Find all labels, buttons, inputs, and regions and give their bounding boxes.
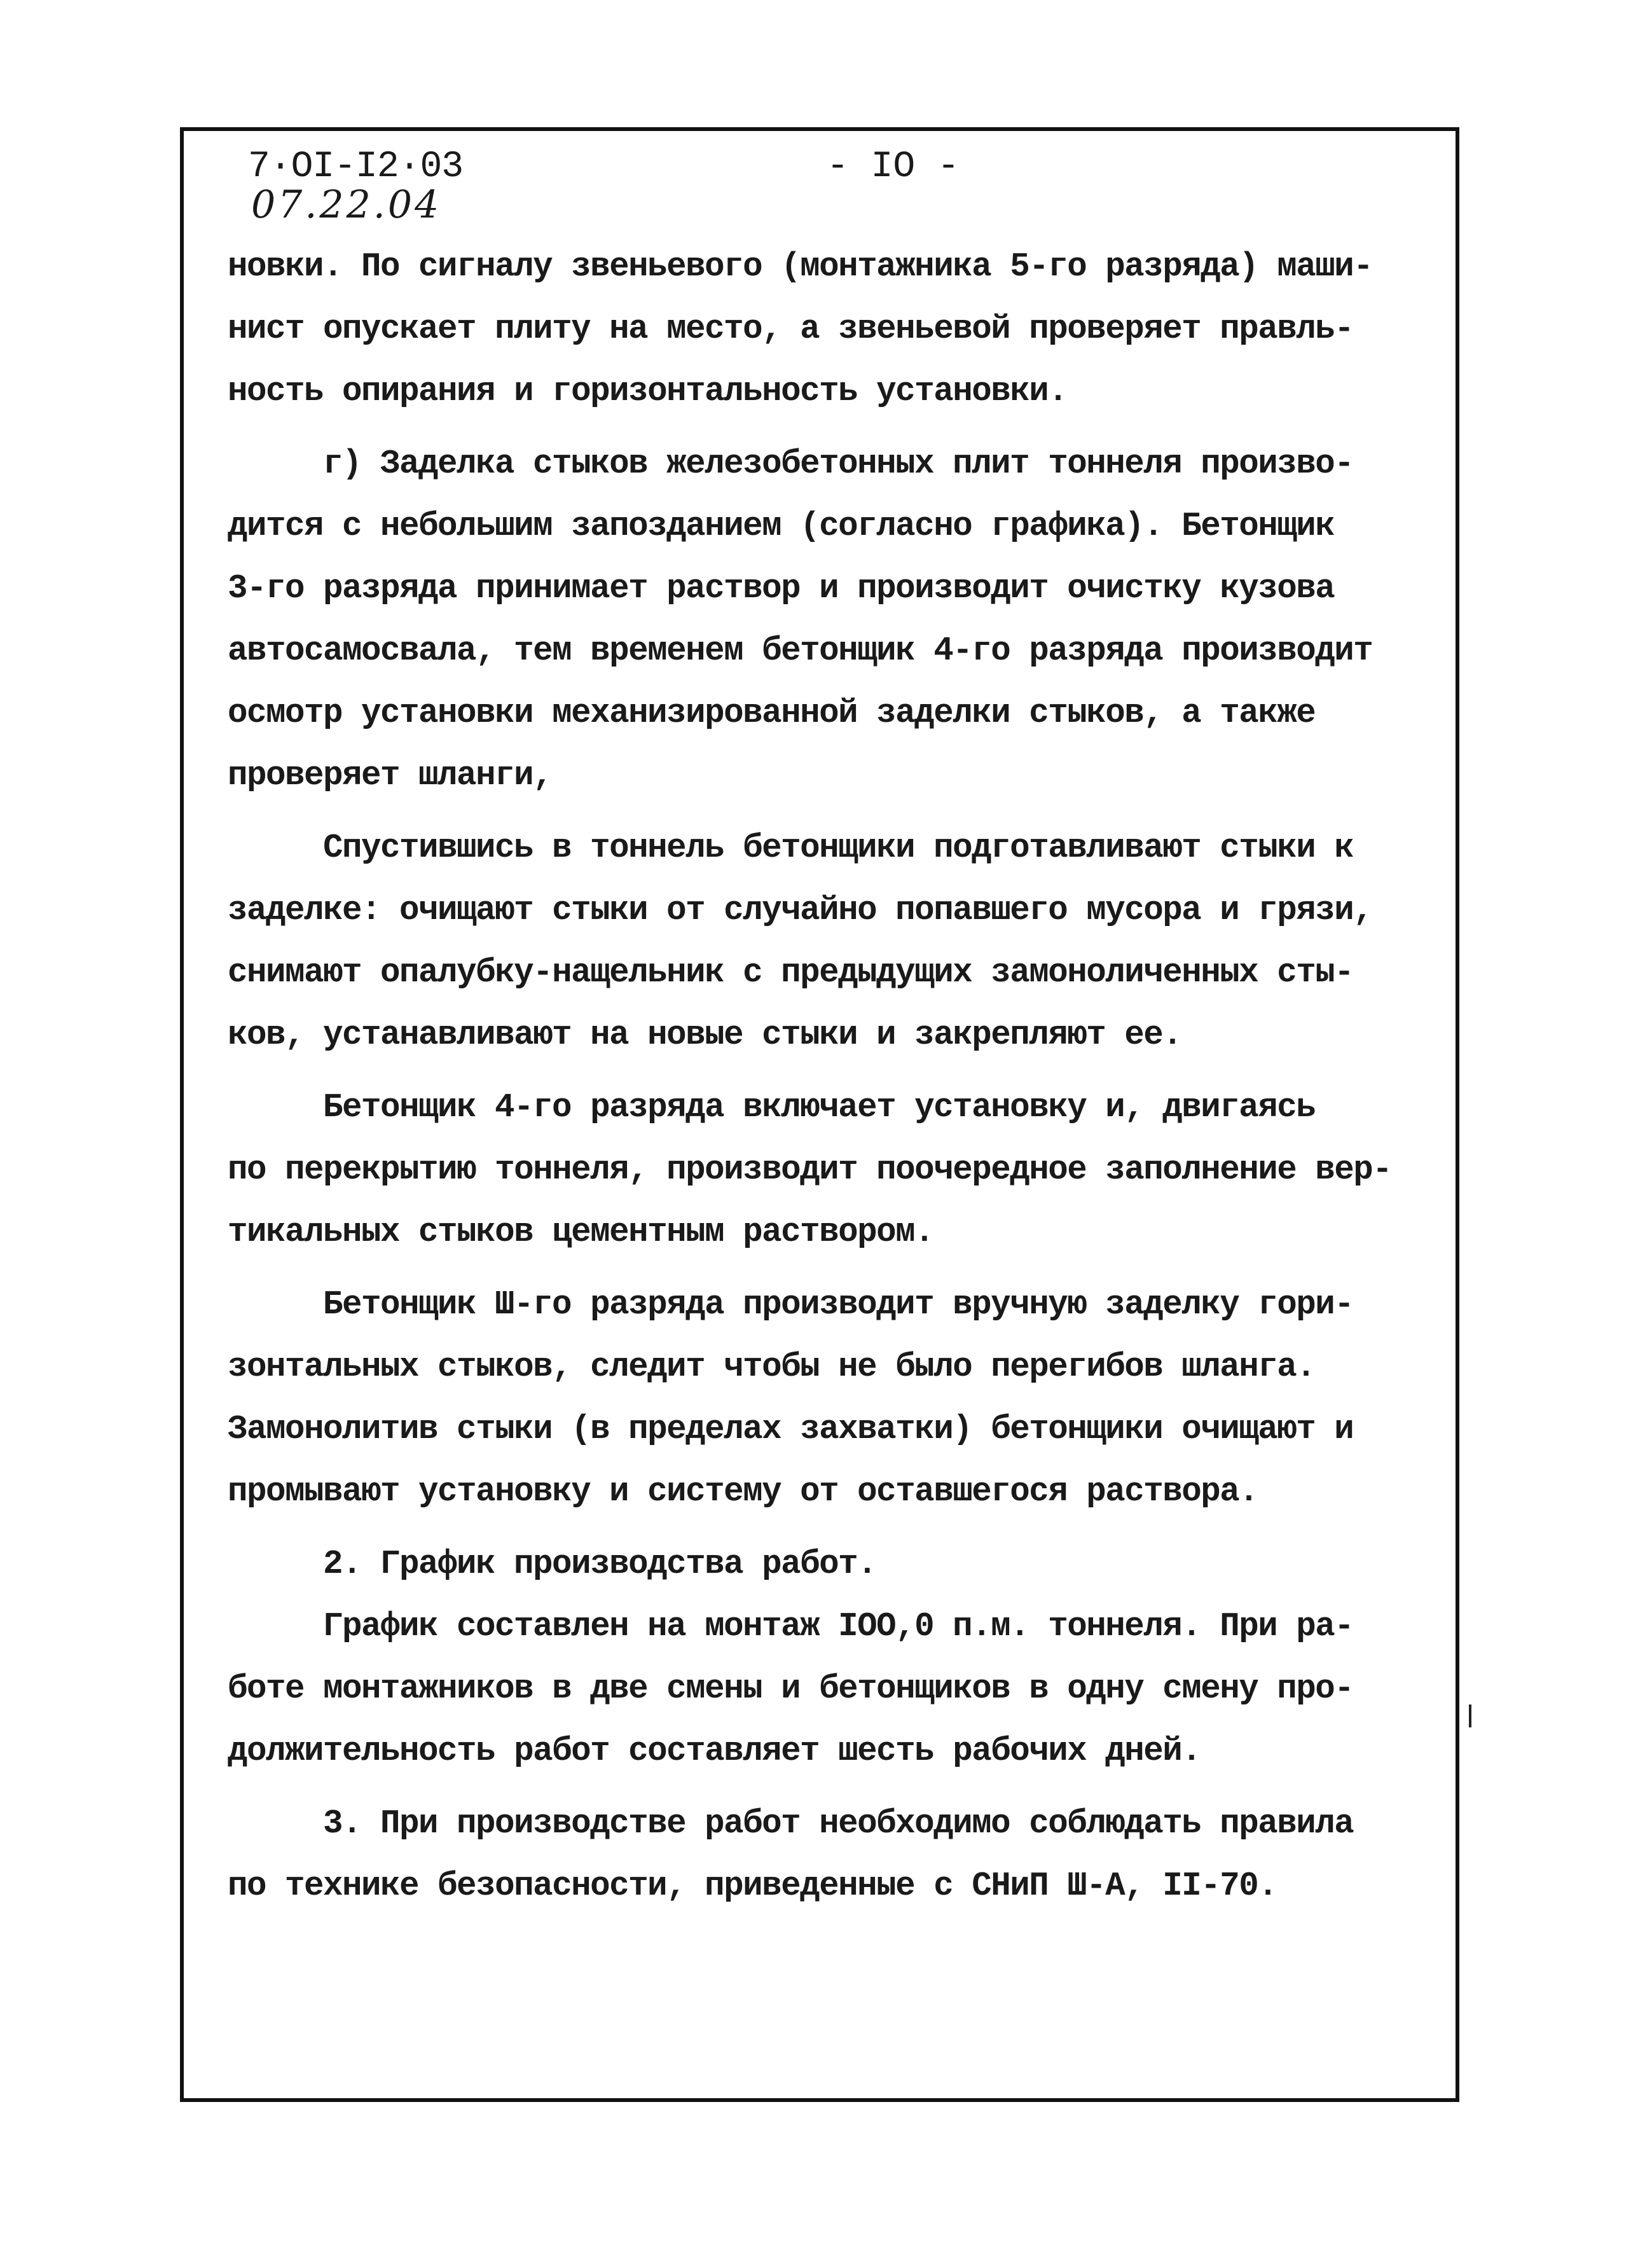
text-line: График составлен на монтаж IOO,0 п.м. тоннеля. При ра- [323, 1607, 1354, 1645]
scan-artifact-mark [1469, 1704, 1471, 1727]
document-code: 7·OI-I2·03 [248, 146, 464, 188]
text-line: снимают опалубку-нащельник с предыдущих замоноличенных сты- [228, 953, 1354, 992]
text-line: г) Заделка стыков железобетонных плит тоннеля произво- [323, 445, 1354, 483]
text-line: Бетонщик Ш-го разряда производит вручную заделку гори- [323, 1285, 1354, 1324]
text-line: по перекрытию тоннеля, производит поочередное заполнение вер- [228, 1151, 1392, 1189]
text-line: ность опирания и горизонтальность установки. [228, 372, 1068, 410]
text-line: тикальных стыков цементным раствором. [228, 1213, 934, 1251]
text-line: проверяет шланги, [228, 756, 553, 794]
text-line: ков, устанавливают на новые стыки и закрепляют ее. [228, 1016, 1182, 1054]
page-number: - IO - [827, 146, 960, 188]
text-line: Бетонщик 4-го разряда включает установку и, двигаясь [323, 1088, 1316, 1126]
document-body [228, 235, 1423, 1917]
text-line: 3-го разряда принимает раствор и производит очистку кузова [228, 569, 1335, 607]
text-line: Замонолитив стыки (в пределах захватки) бетонщики очищают и [228, 1410, 1354, 1448]
text-line: автосамосвала, тем временем бетонщик 4-го разряда производит [228, 632, 1373, 670]
text-line: должительность работ составляет шесть рабочих дней. [228, 1732, 1201, 1770]
text-line: зонтальных стыков, следит чтобы не было перегибов шланга. [228, 1348, 1316, 1386]
text-line: промывают установку и систему от оставшегося раствора. [228, 1472, 1258, 1511]
text-line: дится с небольшим запозданием (согласно графика). Бетонщик [228, 507, 1335, 545]
text-line: осмотр установки механизированной заделки стыков, а также [228, 694, 1316, 732]
text-line: Спустившись в тоннель бетонщики подготавливают стыки к [323, 829, 1354, 867]
text-line: заделке: очищают стыки от случайно попавшего мусора и грязи, [228, 891, 1373, 929]
text-line: новки. По сигналу звеньевого (монтажника 5-го разряда) маши- [228, 247, 1373, 286]
section-heading: 2. График производства работ. [323, 1545, 877, 1583]
text-line: боте монтажников в две смены и бетонщиков в одну смену про- [228, 1670, 1354, 1708]
text-line: нист опускает плиту на место, а звеньевой проверяет правль- [228, 310, 1354, 348]
text-line: 3. При производстве работ необходимо соблюдать правила [323, 1804, 1354, 1843]
text-line: по технике безопасности, приведенные с СНиП Ш-А, II-70. [228, 1867, 1277, 1905]
handwritten-code: 07.22.04 [251, 183, 442, 227]
